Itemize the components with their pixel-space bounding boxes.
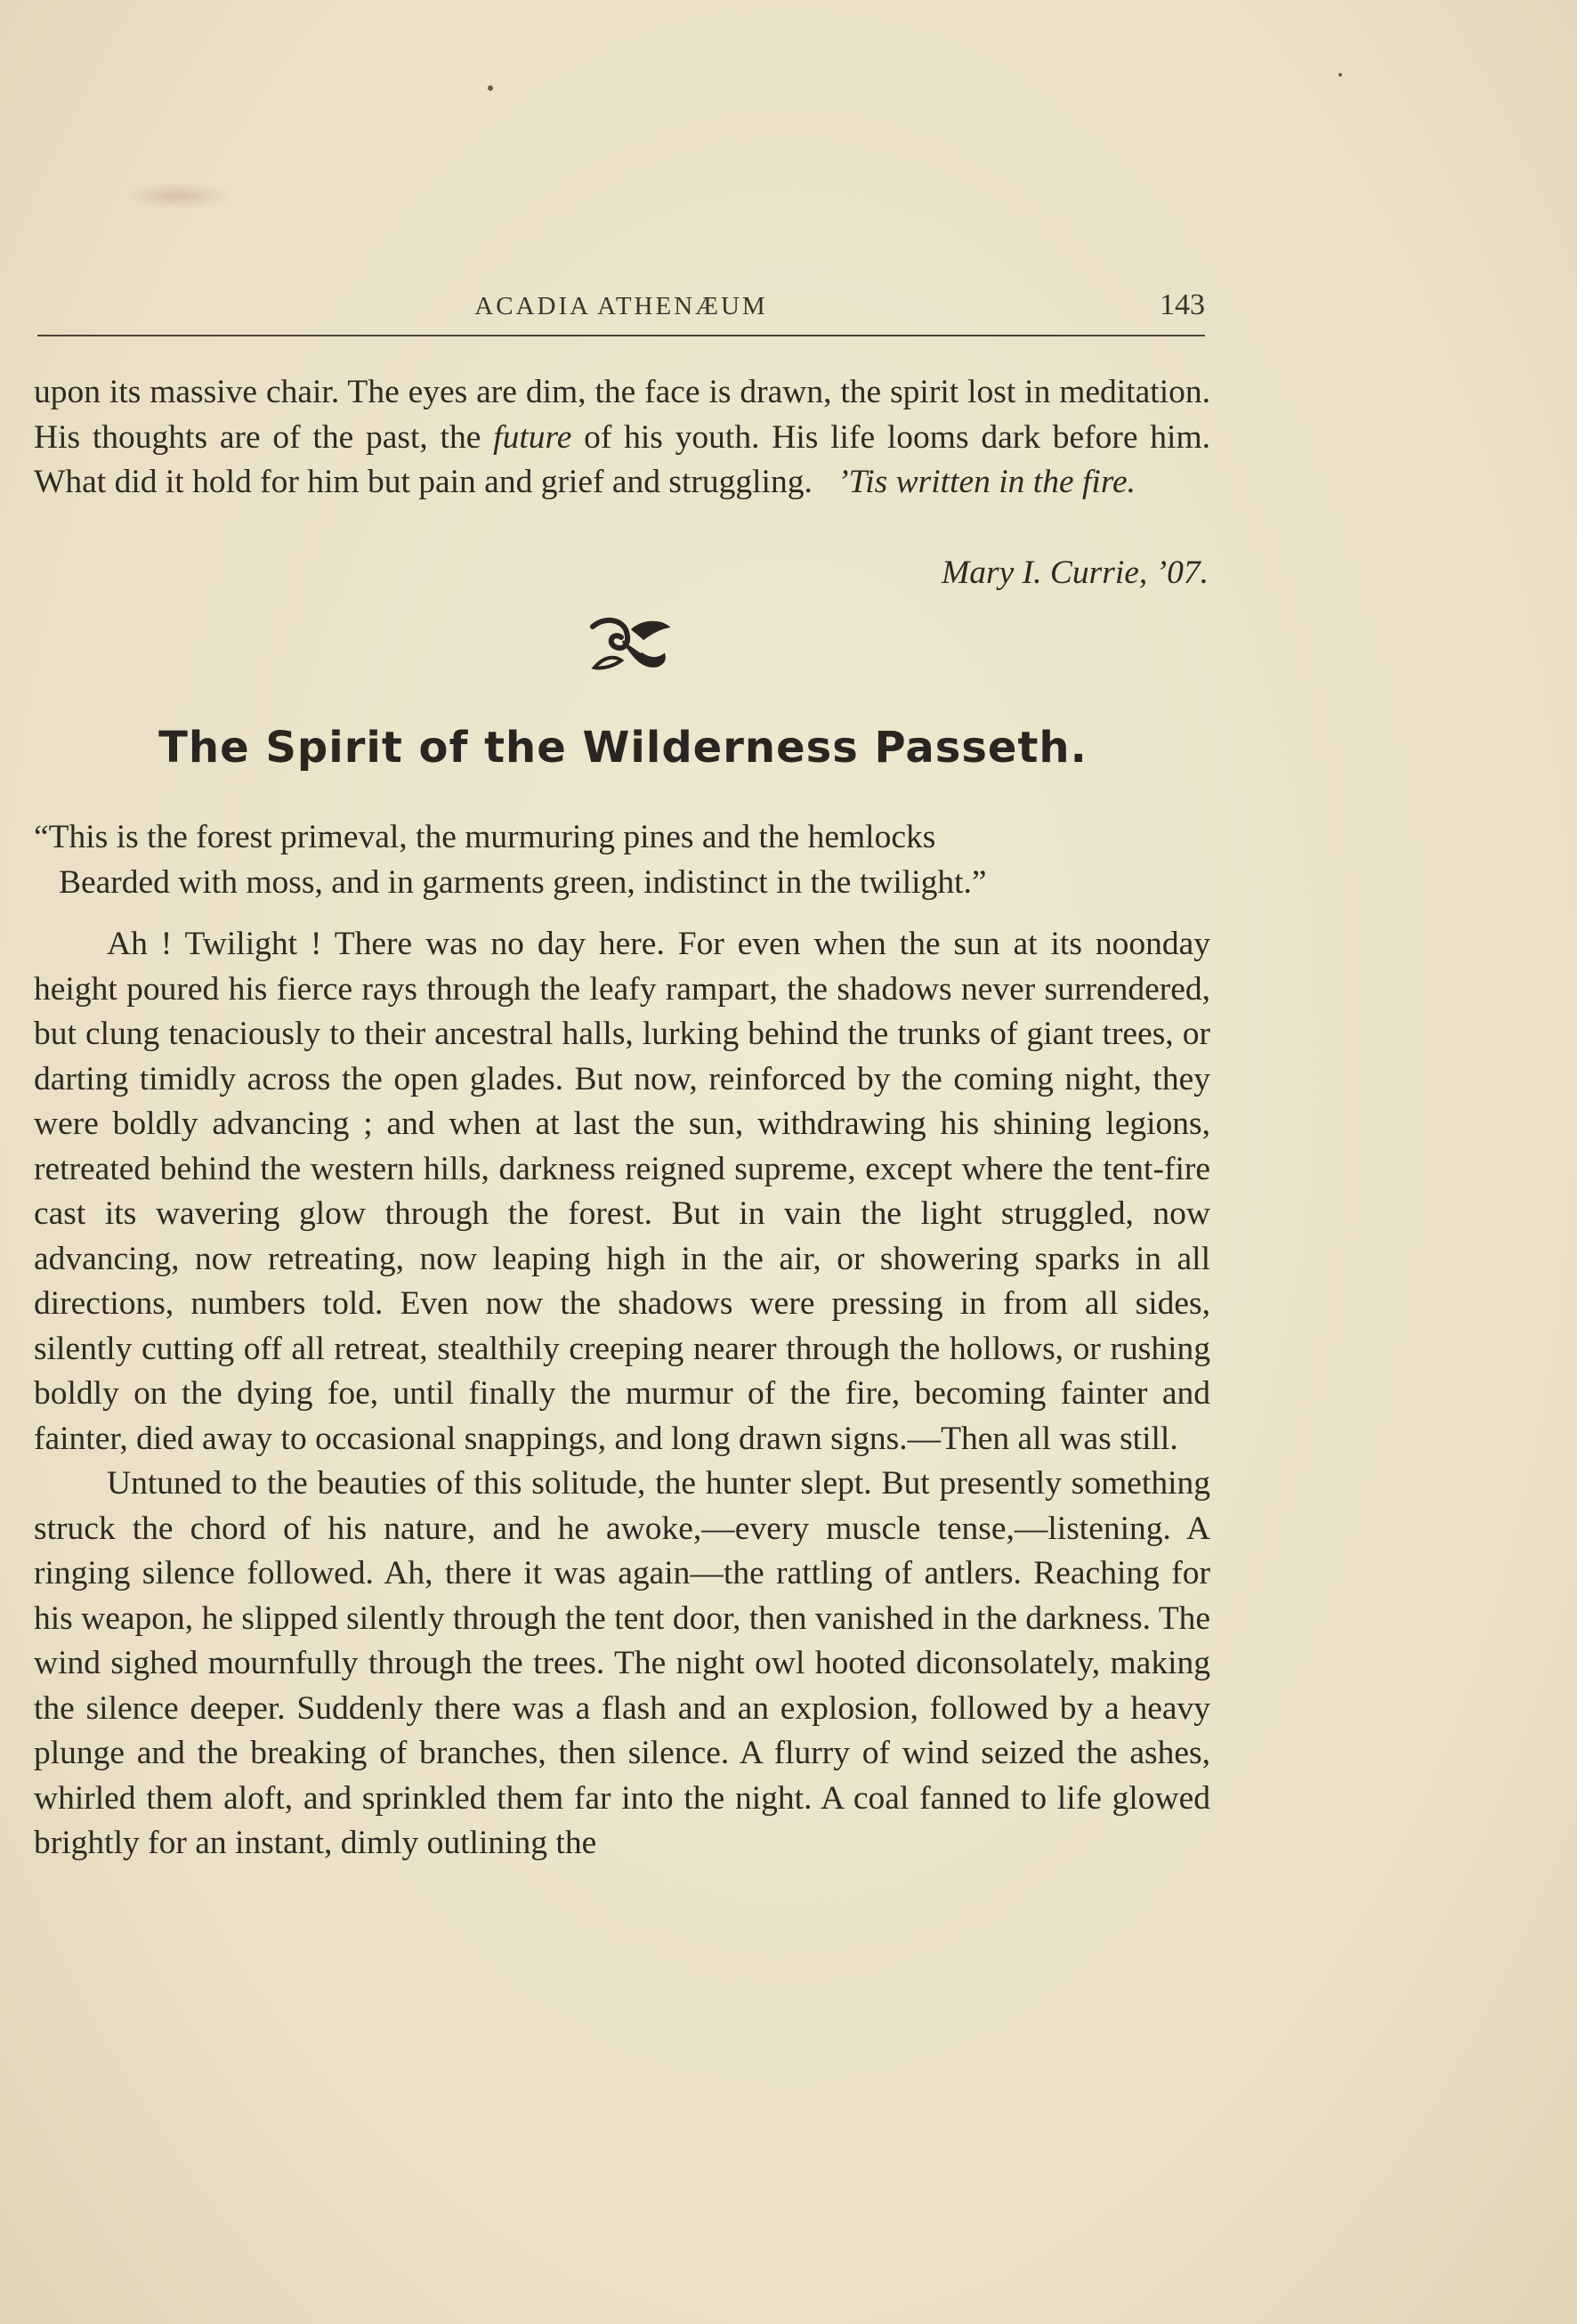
ink-speck [488, 85, 493, 91]
page-number: 143 [1160, 288, 1205, 321]
running-head: ACADIA ATHENÆUM [474, 292, 768, 320]
italic-quote: ’Tis written in the fire. [837, 464, 1136, 500]
paper-stain [125, 182, 231, 209]
epigraph-line-2: Bearded with moss, and in garments green, indistinct in the twilight.” [59, 863, 987, 901]
closing-paragraph [34, 370, 1210, 506]
italic-word-future: future [493, 418, 572, 456]
epigraph-line-1: “This is the forest primeval, the murmuring pines and the hemlocks [34, 819, 936, 855]
article-body [34, 922, 1210, 1866]
previous-article-ending [34, 370, 1210, 506]
ink-speck [1338, 73, 1342, 77]
fleuron-ornament-icon [587, 614, 671, 676]
body-paragraph-1: Ah ! Twilight ! There was no day here. For even when the sun at its noonday height poured his fierce rays through the leafy rampart, the shadows never surrendered, but clung tenaciously to their ancestral halls, lurking behind the trunks of giant trees, or darting timidly across the open glades. But now, reinforced by the coming night, they were boldly advancing ; and when at last the sun, withdrawing his shining legions, retreated behind the western hills, darkness reigned supreme, except where the tent-fire cast its wavering glow through the forest. But in vain the light struggled, now advancing, now retreating, now leaping high in the air, or showering sparks in all directions, numbers told. Even now the shadows were pressing in from all sides, silently cutting off all retreat, stealthily creeping nearer through the hollows, or rushing boldly on the dying foe, until finally the murmur of the fire, becoming fainter and fainter, died away to occasional snappings, and long drawn signs.—Then all was still. [34, 926, 1210, 1457]
page-header [37, 283, 1205, 336]
text-run: upon its massive chair. The eyes are dim, the face is drawn, the spirit lost in meditation. His thoughts are of the past, the [34, 374, 1210, 456]
author-signature: Mary I. Currie, ’07. [942, 555, 1209, 591]
article-title: The Spirit of the Wilderness Passeth. [158, 723, 1088, 773]
text-run: of his youth. His life looms dark before him. What did it hold for him but pain and grief and struggling. [34, 418, 1210, 500]
epigraph [34, 815, 1210, 905]
body-paragraph-2: Untuned to the beauties of this solitude, the hunter slept. But presently something struck the chord of his nature, and he awoke,—every muscle tense,—listening. A ringing silence followed. Ah, there it was again—the rattling of antlers. Reaching for his weapon, he slipped silently through the tent door, then vanished in the darkness. The wind sighed mournfully through the trees. The night owl hooted diconsolately, making the silence deeper. Suddenly there was a flash and an explosion, followed by a heavy plunge and the breaking of branches, then silence. A flurry of wind seized the ashes, whirled them aloft, and sprinkled them far into the night. A coal fanned to life glowed brightly for an instant, dimly outlining the [34, 1465, 1210, 1861]
